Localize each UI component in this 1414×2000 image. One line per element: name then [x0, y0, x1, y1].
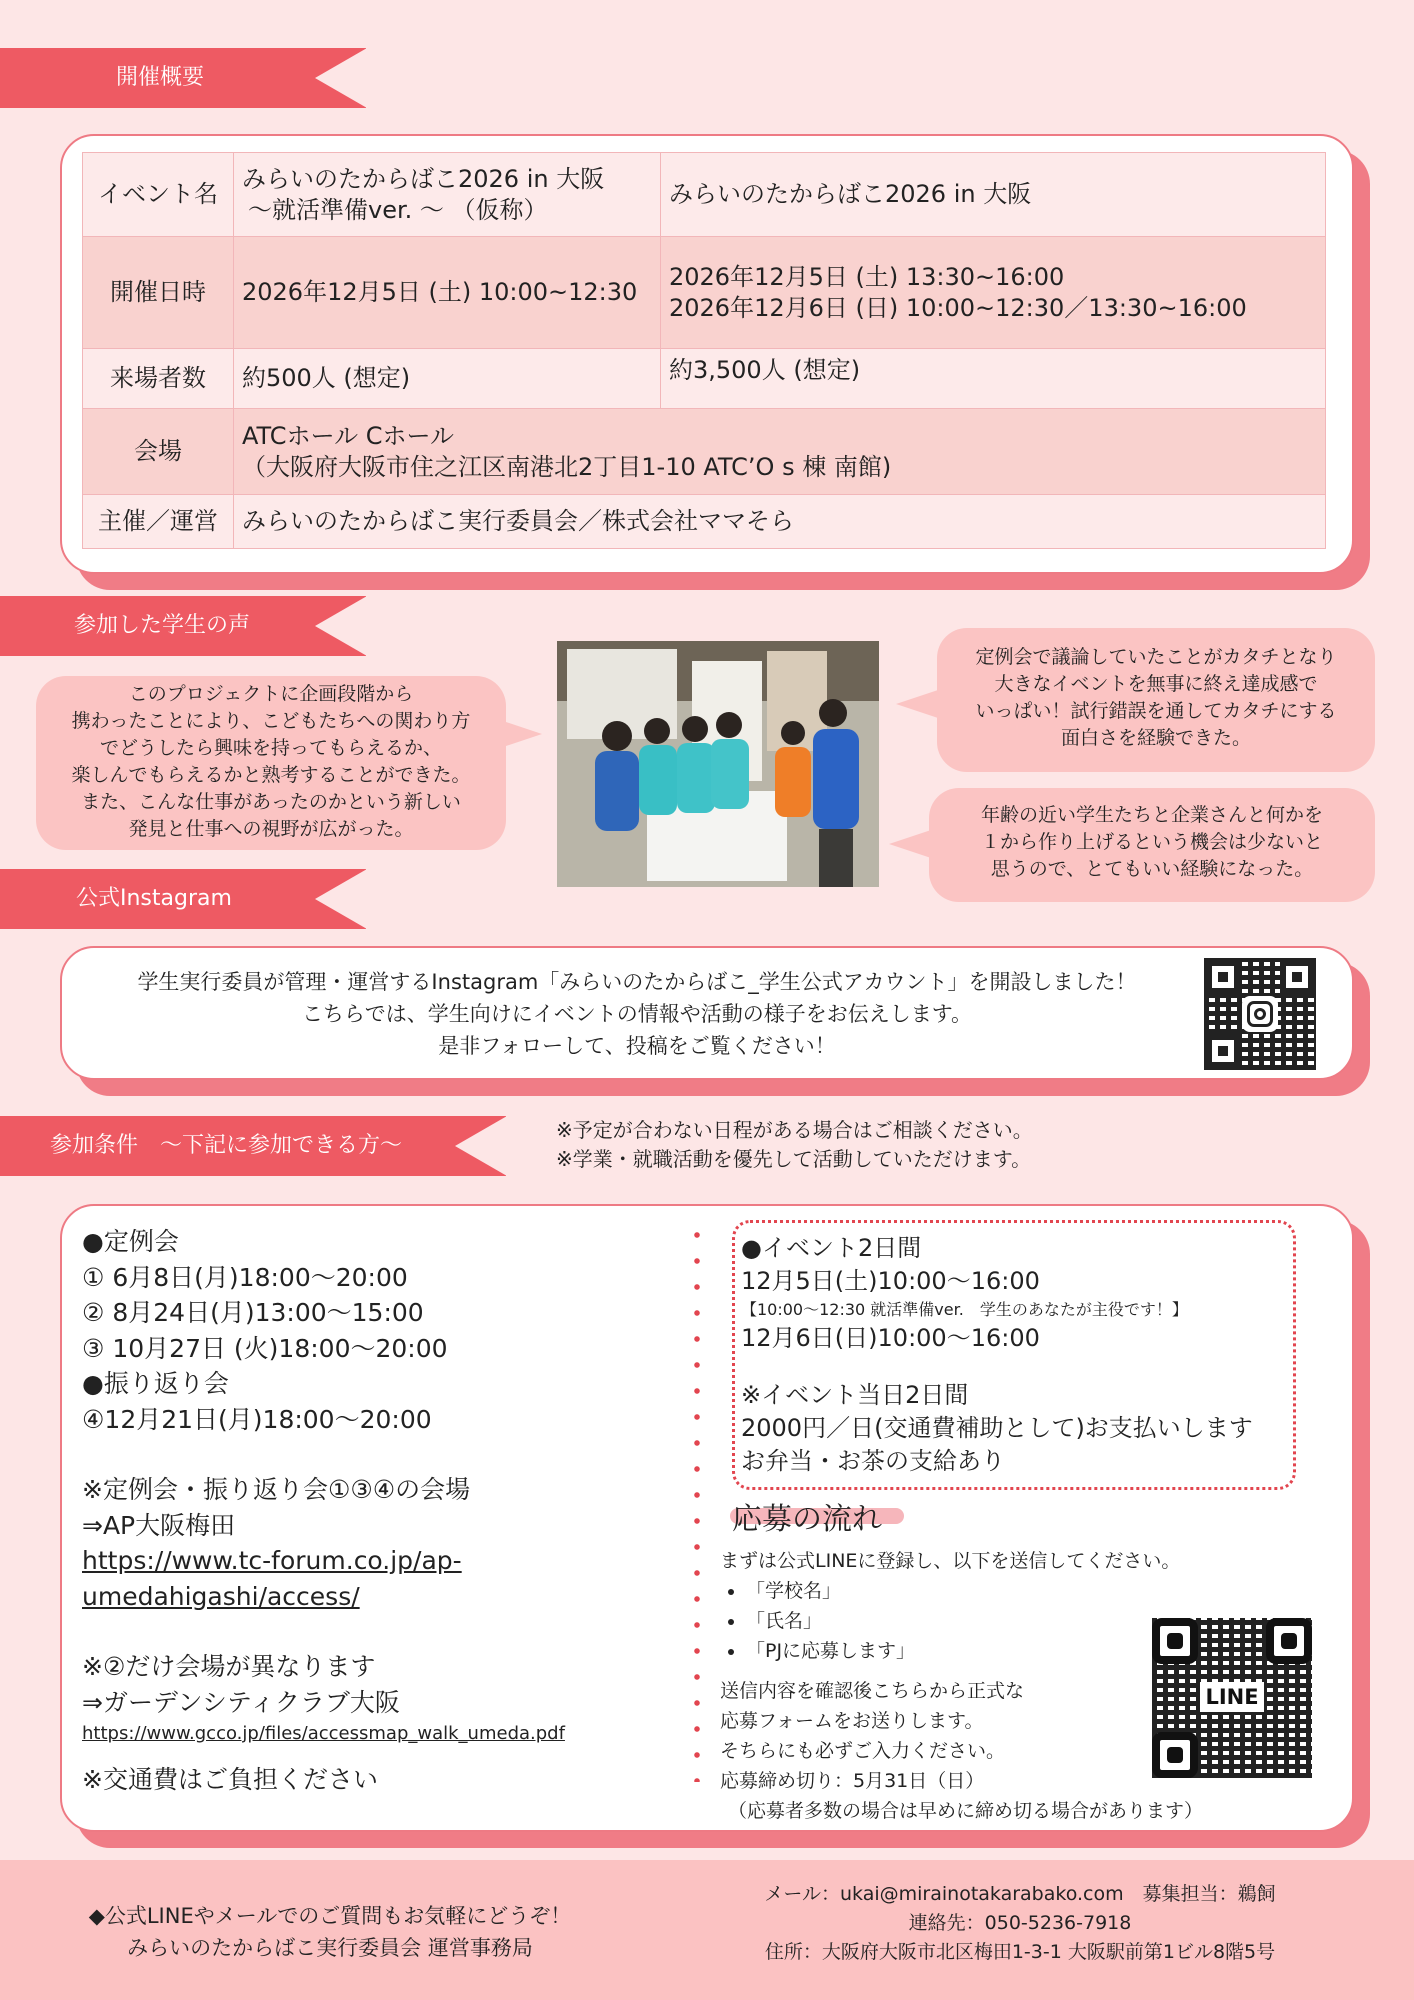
overview-table [82, 152, 1326, 549]
venue2-note: ※②だけ会場が異なります [82, 1652, 376, 1681]
venue-link[interactable]: https://www.tc-forum.co.jp/ap- [82, 1546, 462, 1575]
payment-heading: ※イベント当日2日間 [741, 1381, 969, 1409]
qr-finder-icon [1152, 1618, 1198, 1664]
ribbon-notch [315, 48, 367, 108]
instagram-line: 学生実行委員が管理・運営するInstagram「みらいのたからばこ_学生公式アカウント」を開設しました！ [137, 970, 1137, 994]
qr-finder-icon [1266, 1618, 1312, 1664]
table-cell [234, 409, 1326, 495]
meeting-date: ① 6月8日(月)18:00〜20:00 [82, 1262, 408, 1292]
event-date: 12月6日(日)10:00〜16:00 [741, 1324, 1040, 1352]
voice-bubble-right-bottom [929, 788, 1375, 902]
venue2-name: ⇒ガーデンシティクラブ大阪 [82, 1687, 400, 1717]
voice-line: １から作り上げるという機会は少ないと [980, 831, 1323, 853]
voice-bubble-right-top [937, 628, 1375, 772]
section-title-conditions: 参加条件 〜下記に参加できる方〜 [50, 1133, 403, 1158]
venue2-link[interactable]: https://www.gcco.jp/files/accessmap_walk_umeda.pdf [82, 1723, 565, 1744]
instagram-card [60, 946, 1354, 1080]
voice-line: 大きなイベントを無事に終え達成感で [994, 673, 1318, 695]
transport-note: ※交通費はご負担ください [82, 1765, 378, 1794]
apply-after: 応募フォームをお送りします。 [720, 1710, 984, 1732]
instagram-icon [1242, 996, 1278, 1032]
bubble-tail [500, 720, 542, 748]
ribbon-notch [315, 869, 367, 929]
ribbon-notch [315, 596, 367, 656]
row-header: 主催／運営 [83, 495, 234, 549]
qr-finder-icon [1206, 960, 1240, 994]
footer [0, 1860, 1414, 2000]
bento-note: お弁当・お茶の支給あり [741, 1447, 1005, 1475]
footer-right [700, 1880, 1340, 1967]
section-ribbon-instagram [0, 869, 366, 929]
apply-deadline-note: （応募者多数の場合は早めに締め切る場合があります） [728, 1800, 1204, 1822]
table-row [83, 495, 1326, 549]
instagram-line: こちらでは、学生向けにイベントの情報や活動の様子をお伝えします。 [301, 1002, 973, 1026]
footer-address: 住所：大阪府大阪市北区梅田1-3-1 大阪駅前第1ビル8階5号 [764, 1941, 1276, 1963]
voice-bubble-left [36, 676, 506, 850]
section-ribbon-conditions [0, 1116, 506, 1176]
venue-name: ⇒AP大阪梅田 [82, 1510, 236, 1540]
section-title-voices: 参加した学生の声 [74, 613, 251, 638]
column-divider [694, 1222, 700, 1782]
footer-office: みらいのたからばこ実行委員会 運営事務局 [127, 1936, 533, 1960]
venue-note: ※定例会・振り返り会①③④の会場 [82, 1475, 471, 1504]
date-b1: 2026年12月5日 (土) 13:30~16:00 [669, 262, 1065, 291]
voice-line: このプロジェクトに企画段階から [128, 683, 414, 705]
voice-line: 発見と仕事への視野が広がった。 [128, 818, 414, 840]
instagram-line: 是非フォローして、投稿をご覧ください！ [438, 1034, 836, 1058]
event-photo [557, 641, 879, 887]
apply-title: 応募の流れ [732, 1502, 882, 1537]
voice-line: 定例会で議論していたことがカタチとなり [975, 646, 1337, 668]
bubble-tail [896, 690, 938, 718]
footer-left [70, 1900, 590, 1964]
voice-line: 面白さを経験できた。 [1060, 727, 1251, 749]
footer-inquiry: ◆公式LINEやメールでのご質問もお気軽にどうぞ！ [88, 1904, 572, 1928]
venue-line2: （大阪府大阪市住之江区南港北2丁目1-10 ATC’O s 棟 南館) [242, 452, 892, 481]
ribbon-notch [455, 1116, 507, 1176]
section-title-instagram: 公式Instagram [76, 886, 232, 911]
meeting-date: ② 8月24日(月)13:00〜15:00 [82, 1298, 424, 1327]
row-header: 来場者数 [83, 349, 234, 409]
voice-line: 思うので、とてもいい経験になった。 [990, 858, 1314, 880]
voice-line: でどうしたら興味を持ってもらえるか、 [99, 737, 442, 759]
apply-after: そちらにも必ずご入力ください。 [720, 1740, 1006, 1762]
table-cell: みらいのたからばこ実行委員会／株式会社ママそら [234, 495, 1326, 549]
footer-mail[interactable]: メール：ukai@mirainotakarabako.com 募集担当：鵜飼 [764, 1883, 1276, 1905]
row-header: イベント名 [83, 153, 234, 237]
venue-link[interactable]: umedahigashi/access/ [82, 1581, 360, 1611]
instagram-text [62, 966, 1212, 1062]
table-row [83, 349, 1326, 409]
table-cell [234, 153, 661, 237]
list-item: • 「PJに応募します」 [746, 1636, 1280, 1666]
voice-line: 楽しんでもらえるかと熟考することができた。 [71, 764, 471, 786]
venue-line1: ATCホール Cホール [242, 421, 454, 450]
conditions-note: ※学業・就職活動を優先して活動していただけます。 [556, 1147, 1032, 1171]
photo-illustration [557, 641, 879, 887]
event-info [741, 1232, 1301, 1478]
line-qr-code[interactable] [1152, 1618, 1312, 1778]
conditions-note: ※予定が合わない日程がある場合はご相談ください。 [556, 1118, 1033, 1142]
voice-line: いっぱい！試行錯誤を通してカタチにする [975, 700, 1337, 722]
voice-line: 携わったことにより、こどもたちへの関わり方 [71, 710, 471, 732]
meeting-date: ④12月21日(月)18:00〜20:00 [82, 1404, 432, 1434]
table-cell: みらいのたからばこ2026 in 大阪 [661, 153, 1326, 237]
schedule-column [82, 1224, 662, 1798]
table-row [83, 409, 1326, 495]
table-cell: 約500人 (想定) [234, 349, 661, 409]
qr-finder-icon [1206, 1034, 1240, 1068]
apply-intro: まずは公式LINEに登録し、以下を送信してください。 [720, 1550, 1181, 1572]
qr-finder-icon [1280, 960, 1314, 994]
footer-tel: 連絡先：050-5236-7918 [908, 1912, 1132, 1934]
row-header: 会場 [83, 409, 234, 495]
apply-deadline: 応募締め切り：5月31日（日） [720, 1770, 985, 1792]
voice-line: 年齢の近い学生たちと企業さんと何かを [980, 804, 1323, 826]
section-title-overview: 開催概要 [116, 65, 205, 90]
table-cell: 約3,500人 (想定) [661, 349, 1326, 409]
section-ribbon-overview [0, 48, 366, 108]
event-heading: ●イベント2日間 [741, 1234, 922, 1262]
line-logo-icon: LINE [1200, 1682, 1264, 1712]
payment-note: 2000円／日(交通費補助として)お支払いします [741, 1414, 1253, 1442]
voice-line: また、こんな仕事があったのかという新しい [81, 791, 461, 813]
event-date-note: 【10:00〜12:30 就活準備ver. 学生のあなたが主役です！】 [741, 1300, 1188, 1319]
instagram-qr-code[interactable] [1204, 958, 1316, 1070]
list-item: • 「氏名」 [746, 1606, 1280, 1636]
review-meeting-heading: ●振り返り会 [82, 1369, 229, 1398]
section-ribbon-voices [0, 596, 366, 656]
event-name-a: みらいのたからばこ2026 in 大阪 [242, 164, 605, 193]
table-row [83, 153, 1326, 237]
regular-meeting-heading: ●定例会 [82, 1227, 179, 1256]
row-header: 開催日時 [83, 237, 234, 349]
apply-after: 送信内容を確認後こちらから正式な [720, 1680, 1025, 1702]
bubble-tail [889, 830, 931, 858]
table-cell: 2026年12月5日 (土) 10:00~12:30 [234, 237, 661, 349]
meeting-date: ③ 10月27日 (火)18:00〜20:00 [82, 1333, 448, 1363]
table-row [83, 237, 1326, 349]
event-date: 12月5日(土)10:00〜16:00 [741, 1267, 1040, 1295]
event-name-a-sub: 〜就活準備ver. 〜 （仮称） [248, 195, 548, 224]
table-cell [661, 237, 1326, 349]
list-item: • 「学校名」 [746, 1576, 1280, 1606]
conditions-notes [556, 1116, 1033, 1174]
qr-finder-icon [1152, 1732, 1198, 1778]
date-b2: 2026年12月6日 (日) 10:00~12:30／13:30~16:00 [669, 293, 1247, 322]
